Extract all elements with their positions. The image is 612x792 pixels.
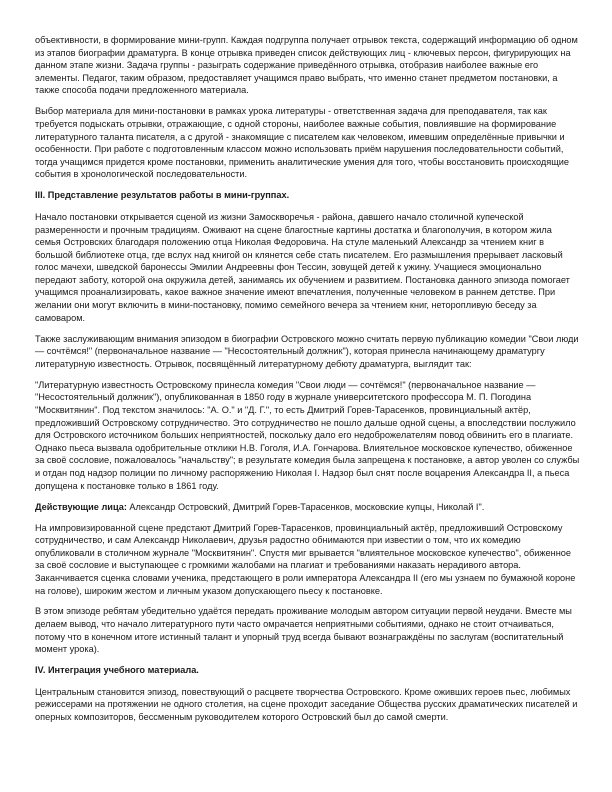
section-heading-iv: IV. Интеграция учебного материала. <box>35 665 199 676</box>
document-page <box>35 34 580 732</box>
cast-list <box>35 501 580 514</box>
paragraph-improvised-scene: На импровизированной сцене предстают Дмитрий Горев-Тарасенков, провинциальный актёр, предложивший Островскому сотрудничество, и сам Александр Николаевич, друзья радостно обнимаются при известии о том, что их комедию опубликовали в столичном журнале "Москвитянин". Спустя миг врывается "влиятельное московское купечество", обиженное за своё сословие и выступающее с громкими жалобами на плагиат и требованиями наказать нерадивого автора. Заканчивается сценка словами ученика, предстающего в роли императора Александра II (его мы узнаем по бумажной короне на голове), широким жестом и личным указом допускающего пьесу к постановке. <box>35 522 576 596</box>
cast-label: Действующие лица: <box>35 501 127 512</box>
cast-names: Александр Островский, Дмитрий Горев-Тарасенков, московские купцы, Николай I". <box>126 501 485 512</box>
section-heading-iii: III. Представление результатов работы в мини-группах. <box>35 190 290 201</box>
paragraph-conclusion: В этом эпизоде ребятам убедительно удаётся передать проживание молодым автором ситуации первой неудачи. Вместе мы делаем вывод, что начало литературного пути часто омрачается неприятными событиями, однако не стоит отчаиваться, потому что в конечном итоге истинный талант и упорный труд всегда бывают вознаграждёны по заслугам (воспитательный момент урока). <box>35 606 572 655</box>
paragraph-quoted-excerpt: "Литературную известность Островскому принесла комедия "Свои люди — сочтёмся!" (первоначальное название — "Несостоятельный должник"), опубликованная в 1850 году в журнале университетского профессора М. П. Погодина "Москвитянин". Под текстом значилось: "А. О." и "Д. Г.", то есть Дмитрий Горев-Тарасенков, провинциальный актёр, предложивший Островскому сотрудничество. Это сотрудничество не пошло дальше одной сцены, а впоследствии послужило для Островского источником больших неприятностей, поскольку дало его недоброжелателям повод обвинить его в плагиате. Однако пьеса вызвала одобрительные отклики Н.В. Гоголя, И.А. Гончарова. Влиятельное московское купечество, обиженное за своё сословие, пожаловалось "начальству"; в результате комедия была запрещена к постановке, а автор уволен со службы и отдан под надзор полиции по личному распоряжению Николая I. Надзор был снят после воцарения Александра II, а пьеса допущена к постановке только в 1861 году. <box>35 379 580 491</box>
paragraph-first-publication: Также заслуживающим внимания эпизодом в биографии Островского можно считать первую публикацию комедии "Свои люди — сочтёмся!" (первоначальное название — "Несостоятельный должник"), которая принесла начинающему драматургу литературную известность. Отрывок, посвящённый литературному дебюту драматурга, выглядит так: <box>35 333 579 369</box>
paragraph-material-choice: Выбор материала для мини-постановки в рамках урока литературы - ответственная задача для преподавателя, так как требуется подыскать отрывки, отражающие, с одной стороны, наиболее важные события, повлиявшие на формирование литературного таланта писателя, а с другой - знакомящие с писателем как человеком, имевшим определённые привычки и особенности. При работе с подготовленным классом можно использовать приём нарушения последовательности событий, тогда учащимся придется кроме постановки, применить аналитические умения для того, чтобы восстановить происходящие события в хронологической последовательности. <box>35 106 570 180</box>
paragraph-mini-groups: объективности, в формирование мини-групп. Каждая подгруппа получает отрывок текста, содержащий информацию об одном из этапов биографии драматурга. В конце отрывка приведен список действующих лиц - ключевых персон, фигурирующих на данном этапе жизни. Задача группы - разыграть содержание приведённого отрывка, отобразив наиболее важные его элементы. Педагог, таким образом, предоставляет учащимся право выбрать, что именно станет предметом постановки, а также способа подачи предложенного материала. <box>35 35 578 96</box>
paragraph-zamoskvorechye: Начало постановки открывается сценой из жизни Замоскворечья - района, давшего начало столичной купеческой размеренности и прочным традициям. Оживают на сцене благостные картины достатка и благополучия, в котором жила семья Островских благодаря положению отца Николая Федоровича. На стуле маленький Александр за чтением книг в большой библиотеке отца, где вслух над книгой он клянется себе стать писателем. Его размышления прерывает ласковый голос мачехи, шведской баронессы Эмилии Андреевны фон Тессин, зовущей детей к ужину. Учащиеся эмоционально передают заботу, которой она окружила детей, занимаясь их обучением и развитием. Постановка данного эпизода помогает учащимся проанализировать, какое важное значение имеют впечатления, полученные человеком в раннем детстве. При желании они могут включить в мини-постановку, помимо семейного вечера за чтением книг, неторопливую беседу за самоваром. <box>35 211 570 323</box>
paragraph-central-episode: Центральным становится эпизод, повествующий о расцвете творчества Островского. Кроме оживших героев пьес, любимых режиссерами на протяжении не одного столетия, на сцене проходит заседание Общества русских драматических писателей и оперных композиторов, бессменным руководителем которого Островский был до самой смерти. <box>35 686 578 723</box>
